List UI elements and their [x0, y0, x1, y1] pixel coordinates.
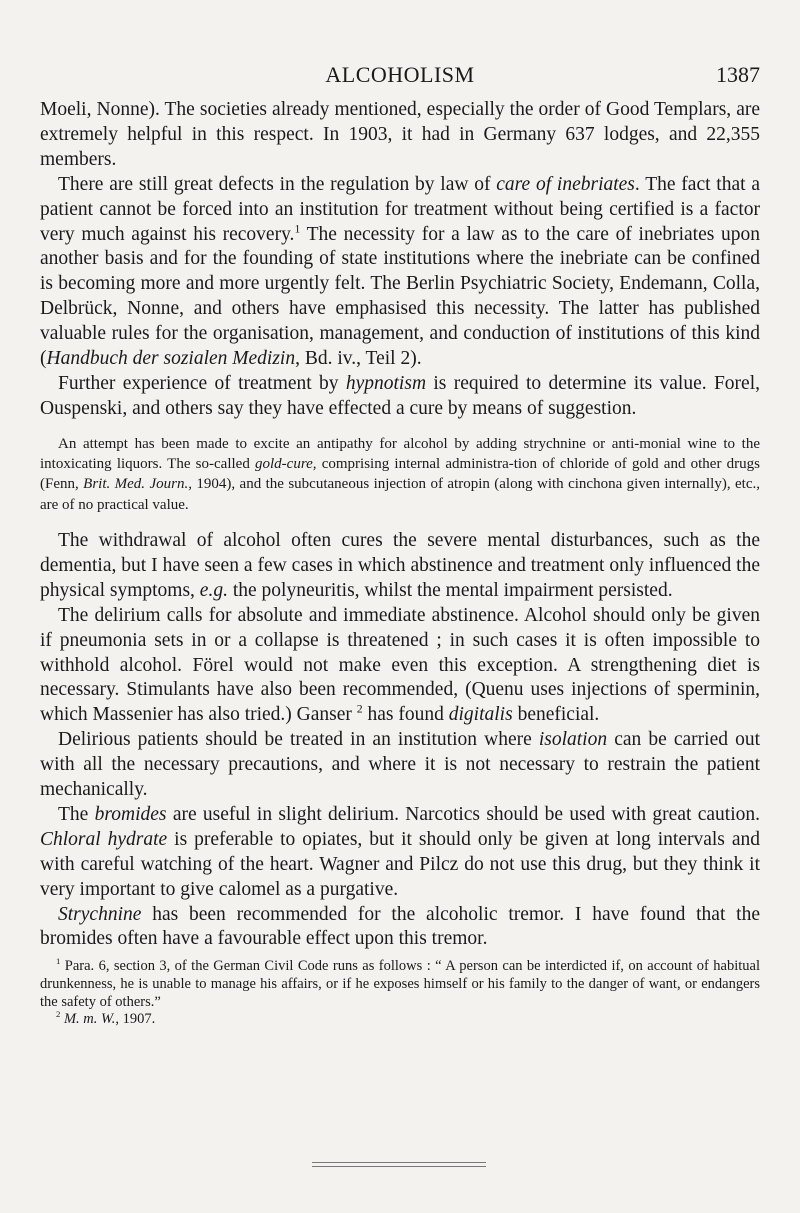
footnote: [40, 1011, 760, 1029]
text-run: Delirious patients should be treated in an institution where: [58, 729, 539, 751]
small-print-note: [40, 434, 760, 515]
text-run: The necessity for a law as to the care of inebriates upon another basis and for the founding of state institutions where the inebriate can be confined is becoming more and more urgently felt. The Berlin Psychiatric Society, Endemann, Colla, Delbrück, Nonne, and others have emphasised this necessity. The latter has published valuable rules for the organisation, management, and conduction of institutions of this kind (: [40, 223, 760, 370]
footnote-marker: 2: [356, 702, 363, 716]
footnotes: [40, 958, 760, 1028]
text-run: , comprising internal administra-tion of chloride of gold and other drugs (Fenn,: [40, 456, 760, 493]
body-text-bottom: [40, 529, 760, 952]
paragraph: [40, 728, 760, 803]
page-header: [40, 62, 760, 88]
italic-text: Chloral hydrate: [40, 828, 168, 850]
text-run: . The fact that a patient cannot be forced into an institution for treatment without being certified is a factor very much against his recovery.: [40, 173, 760, 245]
text-run: There are still great defects in the regulation by law of: [58, 173, 497, 195]
running-title: ALCOHOLISM: [325, 62, 475, 87]
paragraph: [40, 529, 760, 604]
italic-text: Brit. Med. Journ.: [83, 476, 189, 493]
text-run: The delirium calls for absolute and immediate abstinence. Alcohol should only be given if pneumonia sets in or a collapse is threatened ; in such cases it is often impossible to withhold alcohol. Förel would not make even this exception. A strengthening diet is necessary. Stimulants have also been recommended, (Quenu uses injections of sperminin, which Massenier has also tried.) Ganser: [40, 604, 760, 726]
text-run: are useful in slight delirium. Narcotics should be used with great caution.: [166, 803, 760, 825]
text-run: has found: [362, 704, 449, 726]
text-run: , Bd. iv., Teil 2).: [295, 348, 422, 370]
text-run: Para. 6, section 3, of the German Civil Code runs as follows : “ A person can be interdicted if, on account of habitual drunkenness, he is unable to manage his affairs, or if he exposes himself or his family to the danger of want, or endangers the safety of others.”: [40, 958, 760, 1010]
paragraph: [40, 803, 760, 903]
text-run: can be carried out with all the necessary precautions, and where it is not necessary to restrain the patient mechanically.: [40, 729, 760, 801]
footnote-marker: 1: [56, 956, 61, 967]
footnote-marker: 1: [294, 222, 301, 236]
italic-text: digitalis: [448, 704, 513, 726]
paragraph: [40, 903, 760, 953]
text-run: the polyneuritis, whilst the mental impairment persisted.: [227, 579, 673, 601]
text-run: beneficial.: [512, 704, 600, 726]
bottom-rule: [312, 1166, 486, 1167]
text-run: Further experience of treatment by: [58, 372, 346, 394]
footnote-marker: 2: [56, 1009, 61, 1020]
italic-text: hypnotism: [345, 372, 427, 394]
paragraph: [40, 173, 760, 372]
text-run: The: [58, 803, 95, 825]
italic-text: Handbuch der sozialen Medizin: [46, 348, 296, 370]
book-page: [40, 62, 760, 1029]
italic-text: e.g.: [199, 579, 228, 601]
page-number: 1387: [716, 62, 760, 87]
italic-text: isolation: [538, 729, 608, 751]
text-run: An attempt has been made to excite an antipathy for alcohol by adding strychnine or anti-monial wine to the intoxicating liquors. The so-called: [40, 435, 760, 473]
italic-text: Strychnine: [58, 903, 142, 925]
paragraph: [40, 372, 760, 422]
footnote: [40, 958, 760, 1011]
text-run: is required to determine its value. Forel, Ouspenski, and others say they have effected a cure by means of suggestion.: [40, 372, 760, 419]
italic-text: bromides: [94, 803, 167, 825]
bottom-rule: [312, 1162, 486, 1163]
italic-text: gold-cure: [255, 456, 313, 473]
text-run: has been recommended for the alcoholic tremor. I have found that the bromides often have a favourable effect upon this tremor.: [40, 903, 760, 950]
text-run: , 1907.: [115, 1011, 156, 1028]
text-run: , 1904), and the subcutaneous injection of atropin (along with cinchona given internally), etc., are of no practical value.: [40, 476, 760, 513]
text-run: Moeli, Nonne). The societies already mentioned, especially the order of Good Templars, are extremely helpful in this respect. In 1903, it had in Germany 637 lodges, and 22,355 members.: [40, 99, 760, 170]
small-print-paragraph: [40, 434, 760, 515]
text-run: The withdrawal of alcohol often cures the severe mental disturbances, such as the dementia, but I have seen a few cases in which abstinence and treatment only influenced the physical symptoms,: [40, 529, 760, 601]
text-run: is preferable to opiates, but it should only be given at long intervals and with careful watching of the heart. Wagner and Pilcz do not use this drug, but they think it very important to give calomel as a purgative.: [40, 828, 761, 900]
paragraph: [40, 604, 760, 729]
italic-text: M. m. W.: [63, 1011, 116, 1028]
italic-text: care of inebriates: [496, 173, 635, 195]
body-text-top: [40, 98, 760, 422]
paragraph: [40, 98, 760, 173]
